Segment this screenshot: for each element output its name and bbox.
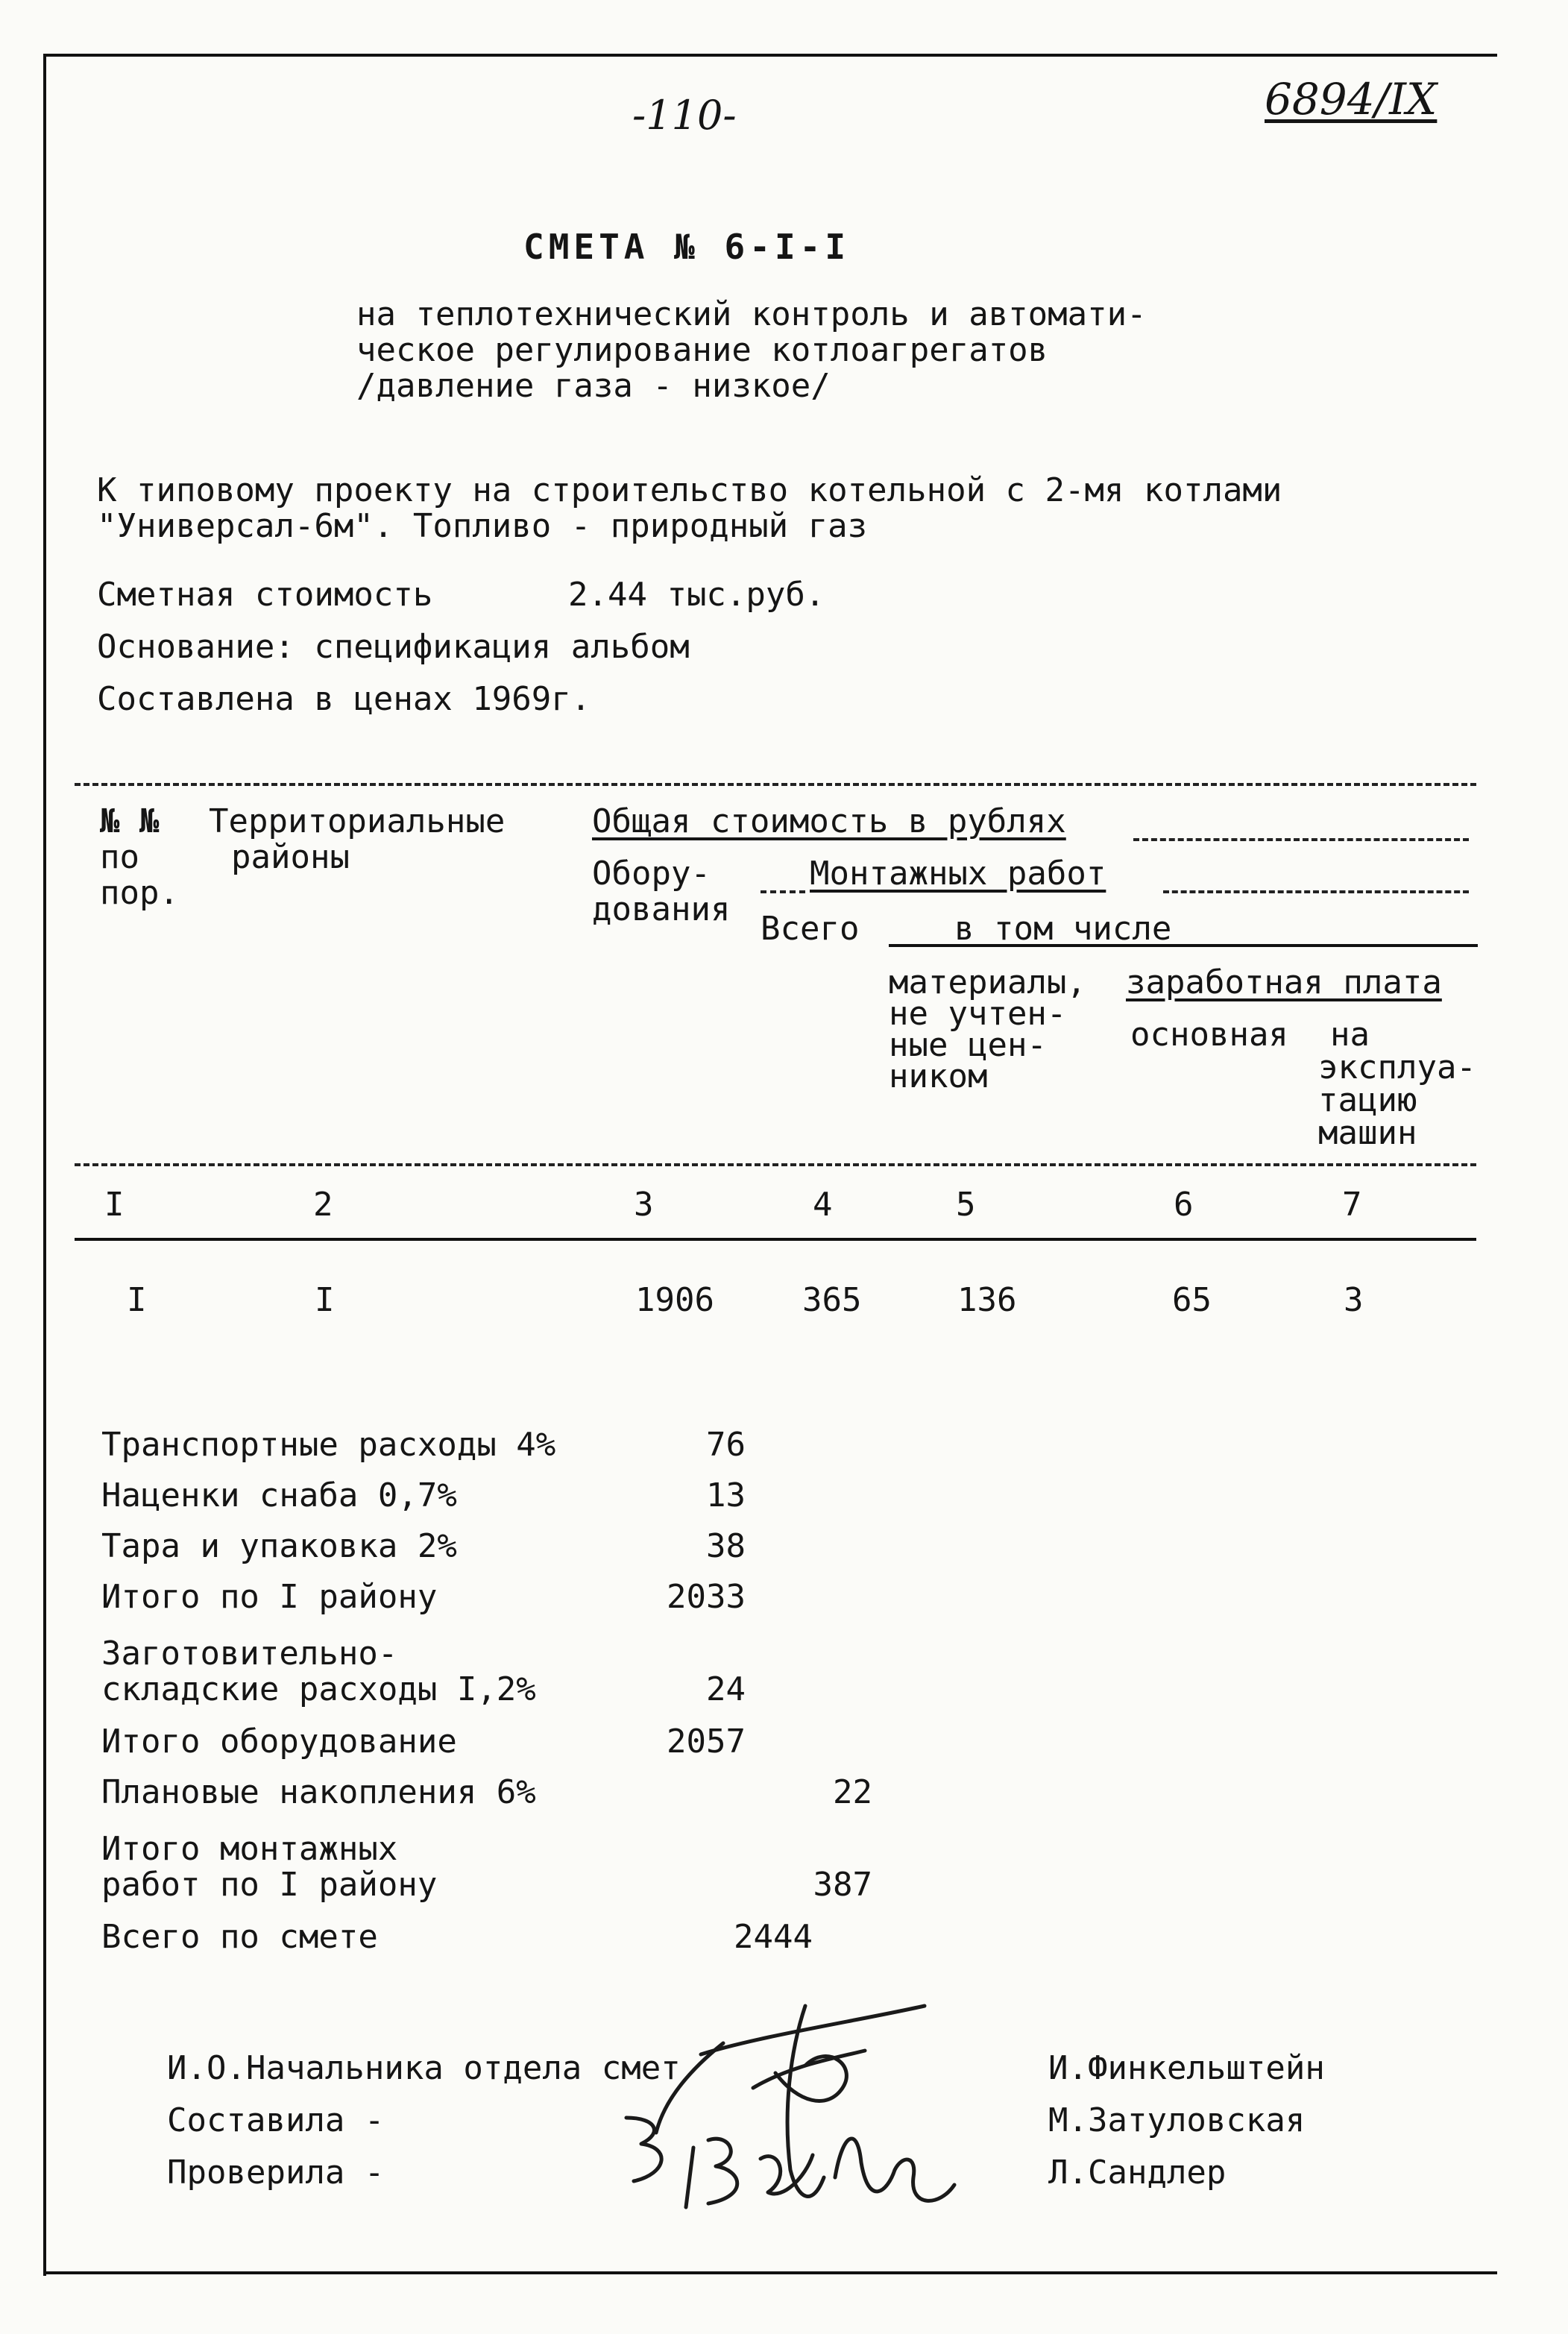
table-row-cell-4: 365: [802, 1281, 862, 1319]
table-row-cell-3: 1906: [635, 1281, 714, 1319]
hdr-num-1: № №: [100, 802, 160, 840]
handwritten-signatures: [611, 1984, 1059, 2230]
hdr-installation-dash-left: [761, 890, 805, 893]
col-number-1: I: [104, 1186, 125, 1224]
table-row-cell-7: 3: [1344, 1281, 1364, 1319]
basis: Основание: спецификация альбом: [97, 628, 690, 666]
hdr-machines-3: тацию: [1318, 1081, 1417, 1119]
table-top-rule: [75, 783, 1476, 786]
cost-value: 2.44 тыс.руб.: [568, 576, 825, 614]
hdr-total-cost-dash: [1133, 838, 1469, 841]
hdr-equipment-1: Обору-: [592, 855, 711, 893]
hdr-materials-4: ником: [889, 1057, 988, 1095]
summary-supply-label: Наценки снаба 0,7%: [101, 1476, 457, 1514]
project-line-2: "Универсал-6м". Топливо - природный газ: [97, 507, 868, 545]
summary-accumulation-label: Плановые накопления 6%: [101, 1773, 536, 1811]
hdr-including-rule: [889, 944, 1478, 947]
summary-packaging-value: 38: [706, 1527, 746, 1565]
title-line-2: ческое регулирование котлоагрегатов: [356, 331, 1048, 369]
summary-storage-value: 24: [706, 1670, 746, 1708]
summary-installation-value: 387: [813, 1866, 872, 1904]
title-line-3: /давление газа - низкое/: [356, 367, 831, 405]
table-row-cell-5: 136: [957, 1281, 1017, 1319]
summary-installation-label-2: работ по I району: [101, 1866, 438, 1904]
hdr-total: Всего: [761, 910, 860, 948]
col-number-4: 4: [813, 1186, 833, 1224]
col-number-6: 6: [1174, 1186, 1194, 1224]
hdr-bottom-rule: [75, 1163, 1476, 1166]
signature-name-head: И.Финкельштейн: [1048, 2049, 1325, 2087]
estimate-title: СМЕТА № 6-I-I: [523, 227, 851, 267]
hdr-machines-2: эксплуа-: [1318, 1048, 1476, 1086]
table-row-cell-2: I: [315, 1281, 335, 1319]
page-number: -110-: [632, 92, 737, 139]
summary-packaging-label: Тара и упаковка 2%: [101, 1527, 457, 1565]
summary-region-total-label: Итого по I району: [101, 1578, 438, 1616]
signature-role-head: И.О.Начальника отдела смет: [167, 2049, 681, 2087]
summary-supply-value: 13: [706, 1476, 746, 1514]
col-number-7: 7: [1342, 1186, 1362, 1224]
table-row-cell-1: I: [127, 1281, 147, 1319]
hdr-installation: Монтажных работ: [810, 855, 1106, 893]
table-row-cell-6: 65: [1172, 1281, 1212, 1319]
hdr-machines-1: на: [1330, 1016, 1370, 1054]
hdr-num-3: пор.: [100, 874, 179, 912]
page-frame-left: [43, 54, 46, 2276]
hdr-total-cost: Общая стоимость в рублях: [592, 802, 1066, 840]
col-number-5: 5: [956, 1186, 976, 1224]
summary-grand-total-label: Всего по смете: [101, 1918, 378, 1956]
hdr-installation-dash-right: [1163, 890, 1469, 893]
summary-accumulation-value: 22: [833, 1773, 872, 1811]
col-numbers-rule: [75, 1238, 1476, 1241]
hdr-materials-3: ные цен-: [889, 1026, 1047, 1064]
hdr-wages: заработная плата: [1126, 963, 1442, 1001]
hdr-machines-4: машин: [1318, 1114, 1417, 1152]
summary-storage-label-2: складские расходы I,2%: [101, 1670, 536, 1708]
cost-label: Сметная стоимость: [97, 576, 433, 614]
summary-equipment-total-label: Итого оборудование: [101, 1723, 457, 1761]
summary-transport-label: Транспортные расходы 4%: [101, 1426, 556, 1464]
signature-name-compiled: М.Затуловская: [1048, 2101, 1306, 2139]
hdr-materials-1: материалы,: [889, 963, 1086, 1001]
col-number-3: 3: [634, 1186, 654, 1224]
hdr-including: в том числе: [954, 910, 1172, 948]
project-line-1: К типовому проекту на строительство котельной с 2-мя котлами: [97, 471, 1282, 509]
summary-grand-total-value: 2444: [734, 1918, 813, 1956]
summary-installation-label-1: Итого монтажных: [101, 1830, 398, 1868]
signature-name-checked: Л.Сандлер: [1048, 2154, 1227, 2192]
summary-region-total-value: 2033: [667, 1578, 746, 1616]
hdr-regions-2: районы: [231, 838, 350, 876]
hdr-equipment-2: дования: [592, 890, 731, 928]
signature-role-checked: Проверила -: [167, 2154, 385, 2192]
hdr-materials-2: не учтен-: [889, 995, 1067, 1033]
summary-storage-label-1: Заготовительно-: [101, 1635, 398, 1673]
hdr-regions-1: Территориальные: [209, 802, 506, 840]
hdr-num-2: по: [100, 838, 139, 876]
col-number-2: 2: [313, 1186, 333, 1224]
signature-role-compiled: Составила -: [167, 2101, 385, 2139]
summary-equipment-total-value: 2057: [667, 1723, 746, 1761]
page-frame-bottom: [43, 2271, 1497, 2274]
price-level: Составлена в ценах 1969г.: [97, 680, 591, 718]
hdr-basic: основная: [1130, 1016, 1288, 1054]
page-frame-top: [43, 54, 1497, 57]
title-line-1: на теплотехнический контроль и автомати-: [356, 295, 1147, 333]
summary-transport-value: 76: [706, 1426, 746, 1464]
archive-number: 6894/IX: [1265, 74, 1438, 125]
